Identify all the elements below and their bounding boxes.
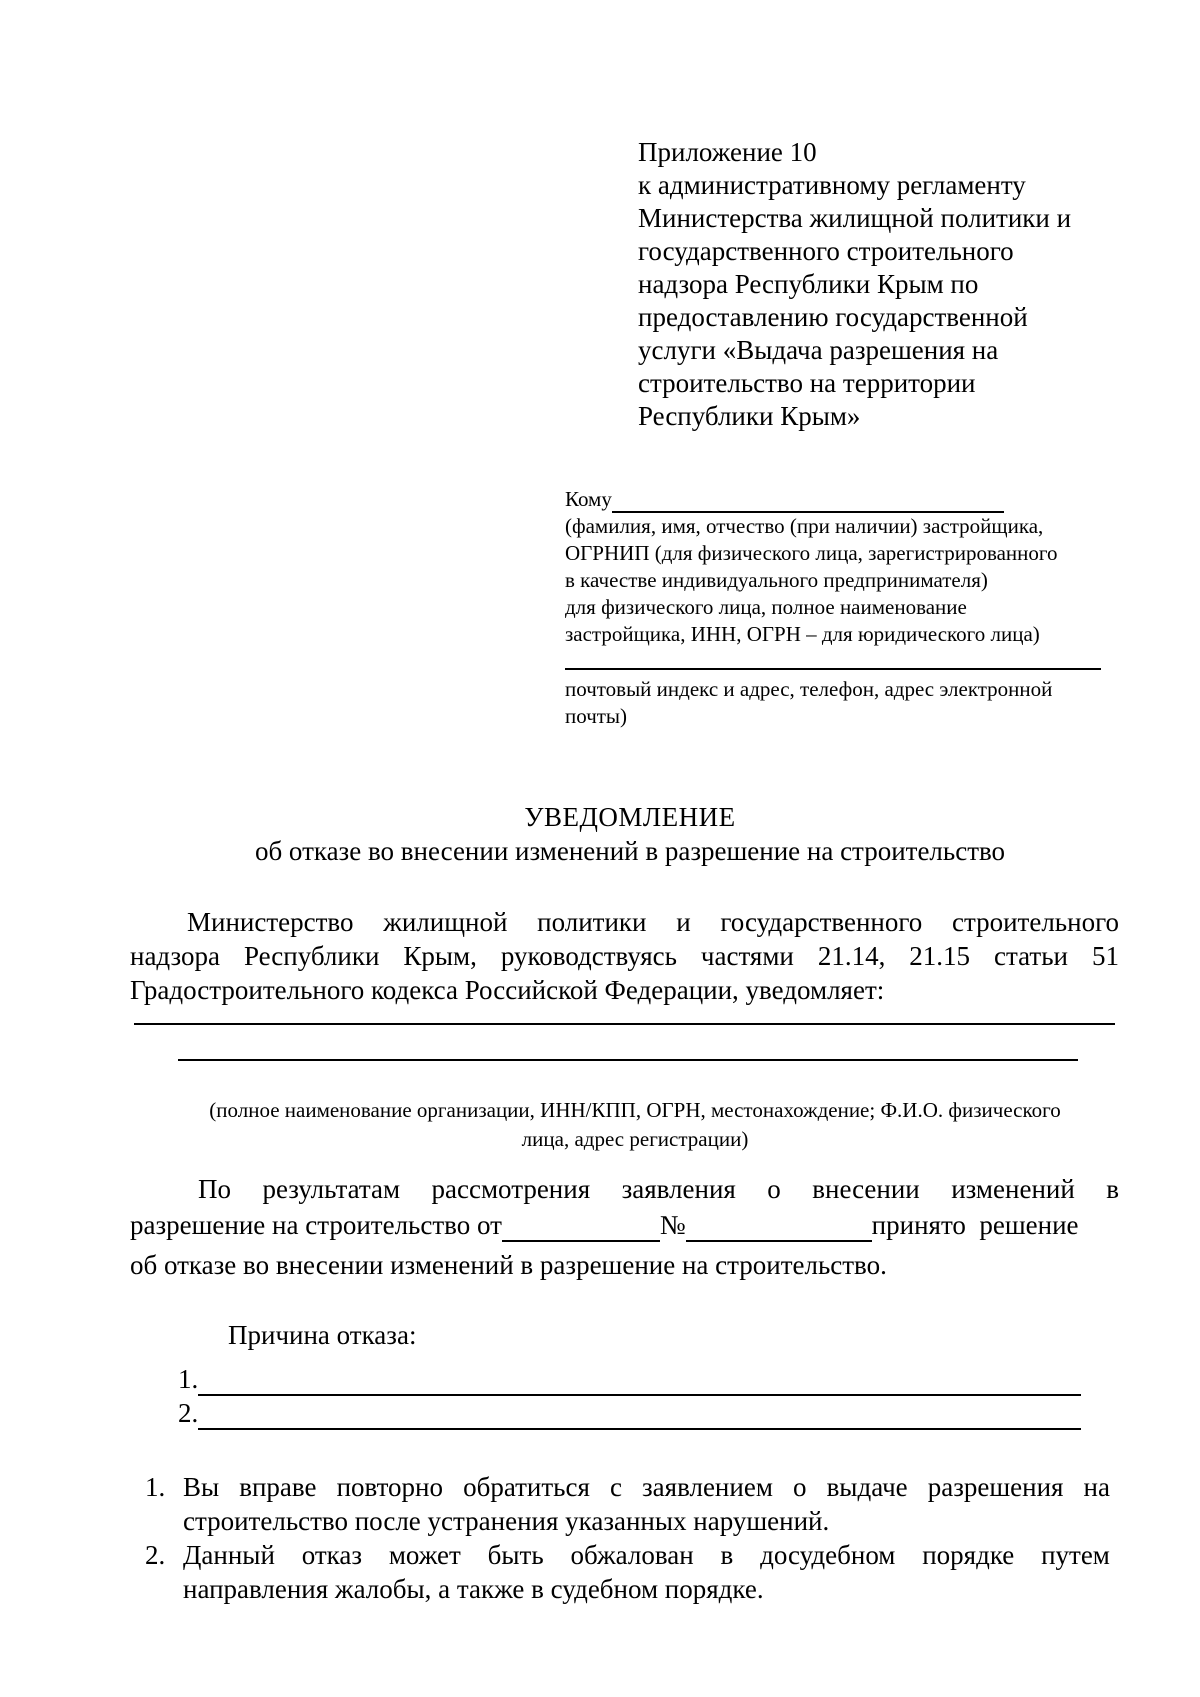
word: результатам — [262, 1174, 401, 1204]
appendix-line: услуги «Выдача разрешения на — [638, 335, 999, 365]
date-blank-field[interactable] — [502, 1214, 660, 1242]
list-item — [145, 1538, 1110, 1606]
appendix-line: Министерства жилищной политики и — [638, 203, 1072, 233]
word: о — [767, 1174, 781, 1204]
word: 21.14, — [817, 941, 886, 971]
word: Данный — [183, 1540, 275, 1570]
word: рассмотрения — [431, 1174, 591, 1204]
word: заявления — [621, 1174, 736, 1204]
addressee-hint-line: (фамилия, имя, отчество (при наличии) застройщика, — [565, 514, 1044, 538]
word: Министерство — [187, 907, 354, 937]
word: строительного — [951, 907, 1119, 937]
word: на — [1083, 1472, 1110, 1502]
org-hint-line: (полное наименование организации, ИНН/КПП, ОГРН, местонахождение; Ф.И.О. физического — [209, 1098, 1061, 1122]
reason-item-1 — [178, 1362, 1081, 1396]
to-blank-field[interactable] — [612, 489, 1004, 513]
word: выдаче — [826, 1472, 908, 1502]
word: статьи — [994, 941, 1068, 971]
word: руководствуясь — [500, 941, 677, 971]
appendix-line: Приложение 10 — [638, 137, 817, 167]
appendix-block — [638, 136, 1158, 433]
word: Вы — [183, 1472, 220, 1502]
org-blank-line-2[interactable] — [178, 1059, 1078, 1061]
address-hint-line: почты) — [565, 704, 628, 728]
word: заявлением — [642, 1472, 773, 1502]
word: порядке — [922, 1540, 1015, 1570]
appendix-line: к административному регламенту — [638, 170, 1026, 200]
list-text-line: направления жалобы, а также в судебном порядке. — [183, 1574, 764, 1604]
org-hint-line: лица, адрес регистрации) — [521, 1127, 749, 1151]
word: и — [676, 907, 691, 937]
word: о — [792, 1472, 807, 1502]
word: По — [198, 1174, 231, 1204]
word: досудебном — [760, 1540, 896, 1570]
notice-subheading: об отказе во внесении изменений в разрешение на строительство — [254, 836, 1006, 866]
addressee-block — [565, 486, 1165, 730]
word: путем — [1041, 1540, 1110, 1570]
word: может — [388, 1540, 461, 1570]
appendix-line: Республики Крым» — [638, 401, 861, 431]
result-line-3: об отказе во внесении изменений в разрешение на строительство. — [130, 1250, 887, 1280]
appendix-line: государственного строительного — [638, 236, 1014, 266]
number-sign: № — [659, 1210, 686, 1240]
to-row — [565, 486, 1165, 513]
appendix-line: надзора Республики Крым по — [638, 269, 979, 299]
notes-list — [145, 1470, 1110, 1606]
list-text-line: строительство после устранения указанных нарушений. — [183, 1506, 830, 1536]
intro-line-3: Градостроительного кодекса Российской Федерации, уведомляет: — [130, 975, 885, 1005]
word: с — [609, 1472, 622, 1502]
reason-number: 1. — [178, 1364, 199, 1394]
word: 51 — [1091, 941, 1119, 971]
word: быть — [487, 1540, 544, 1570]
word: Крым, — [403, 941, 477, 971]
reason-blank-field[interactable] — [198, 1370, 1081, 1396]
word: надзора — [130, 941, 220, 971]
list-number: 2. — [145, 1540, 166, 1570]
addressee-hint-line: застройщика, ИНН, ОГРН – для юридического лица) — [565, 622, 1040, 646]
addressee-hint-line: ОГРНИП (для физического лица, зарегистрированного — [565, 541, 1058, 565]
result-line-1 — [198, 1172, 1119, 1206]
reason-number: 2. — [178, 1398, 199, 1428]
result-text-a: разрешение на строительство от — [130, 1210, 502, 1240]
word: отказ — [301, 1540, 363, 1570]
list-item — [145, 1470, 1110, 1538]
word: в — [720, 1540, 734, 1570]
word: жилищной — [383, 907, 508, 937]
appendix-line: строительство на территории — [638, 368, 976, 398]
list-number: 1. — [145, 1472, 166, 1502]
reason-label: Причина отказа: — [228, 1320, 417, 1350]
notice-title — [0, 800, 1200, 868]
address-hint-line: почтовый индекс и адрес, телефон, адрес электронной — [565, 677, 1053, 701]
word: изменений — [951, 1174, 1075, 1204]
reason-item-2 — [178, 1396, 1081, 1430]
notice-heading: УВЕДОМЛЕНИЕ — [524, 802, 736, 832]
number-blank-field[interactable] — [686, 1214, 872, 1242]
word: обжалован — [570, 1540, 694, 1570]
result-text-b: принято решение — [871, 1210, 1079, 1240]
address-blank-field[interactable] — [565, 654, 1101, 670]
word: 21.15 — [909, 941, 971, 971]
word: обратиться — [463, 1472, 590, 1502]
word: частями — [700, 941, 794, 971]
word: повторно — [336, 1472, 443, 1502]
addressee-hint-line: в качестве индивидуального предпринимателя) — [565, 568, 988, 592]
to-label: Кому — [565, 487, 612, 511]
org-hint — [130, 1096, 1140, 1154]
intro-line-1 — [187, 905, 1119, 939]
word: внесении — [812, 1174, 920, 1204]
reason-blank-field[interactable] — [198, 1404, 1081, 1430]
result-line-2 — [130, 1208, 1119, 1242]
word: Республики — [243, 941, 380, 971]
addressee-hint-line: для физического лица, полное наименование — [565, 595, 967, 619]
intro-line-2 — [130, 939, 1119, 973]
appendix-line: предоставлению государственной — [638, 302, 1028, 332]
word: политики — [537, 907, 647, 937]
org-blank-line-1[interactable] — [134, 1023, 1115, 1025]
word: разрешения — [927, 1472, 1064, 1502]
word: государственного — [720, 907, 923, 937]
word: вправе — [239, 1472, 317, 1502]
word: в — [1106, 1174, 1119, 1204]
